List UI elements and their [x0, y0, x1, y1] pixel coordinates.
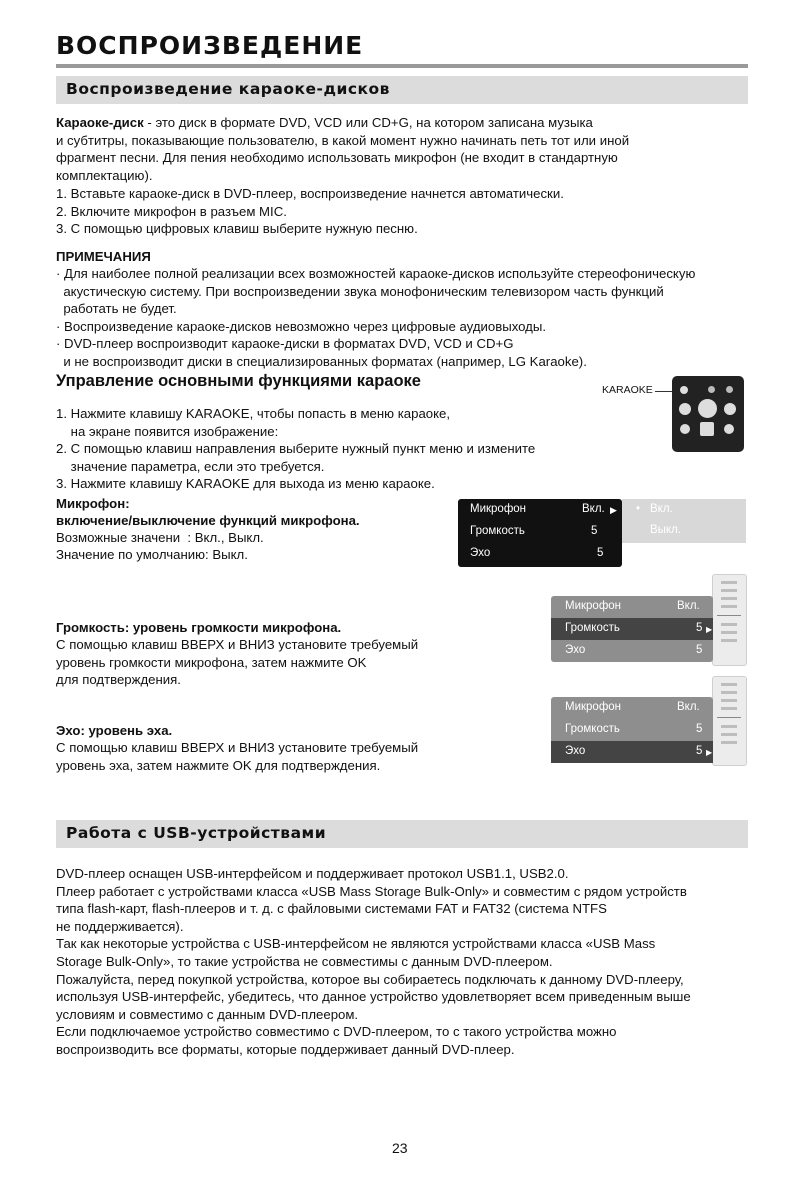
osd-value: Вкл. [582, 503, 605, 515]
osd-row-echo[interactable] [458, 543, 622, 565]
option-off[interactable]: Выкл. [650, 524, 682, 536]
fast-forward-icon [724, 403, 736, 415]
osd-value: 5 [696, 723, 703, 735]
osd-value: 5 [696, 622, 703, 634]
osd-menu-volume [551, 596, 713, 662]
note-line: · DVD-плеер воспроизводит караоке-диски в форматах DVD, VCD и CD+G [56, 336, 514, 352]
osd-value: 5 [591, 525, 598, 537]
osd-menu-echo [551, 697, 713, 763]
arrow-right-icon: ▶ [706, 625, 713, 634]
osd-value: 5 [696, 745, 703, 757]
osd-label: Микрофон [470, 503, 527, 515]
text-line: типа flash-карт, flash-плееров и т. д. с файловыми системами FAT и FAT32 (система NTFS [56, 901, 607, 917]
text-line: уровень громкости микрофона, затем нажмите OK [56, 654, 367, 670]
echo-level-panel [712, 676, 747, 766]
karaoke-osd-menu [458, 499, 622, 567]
prev-icon [680, 424, 690, 434]
text-line: Так как некоторые устройства с USB-интерфейсом не являются устройствами класса «USB Mass [56, 936, 656, 952]
mic-subtitle: включение/выключение функций микрофона. [56, 513, 360, 528]
text-line: Пожалуйста, перед покупкой устройства, которое вы собираетесь подключать к данному DVD-плееру, [56, 971, 684, 987]
osd-row-mic[interactable] [551, 596, 713, 618]
osd-label: Эхо [470, 547, 491, 559]
osd-row-volume[interactable] [458, 521, 622, 543]
text-line: Плеер работает с устройствами класса «USB Mass Storage Bulk-Only» и совместим с рядом устройств [56, 883, 687, 899]
section-title: Воспроизведение караоке-дисков [66, 80, 390, 98]
osd-row-echo[interactable] [551, 741, 713, 763]
title-rule [56, 64, 748, 68]
note-line: · Для наиболее полной реализации всех возможностей караоке-дисков используйте стереофоническую [56, 266, 696, 281]
osd-row-echo[interactable] [551, 640, 713, 662]
osd-value: Вкл. [677, 701, 700, 713]
mic-default: Значение по умолчанию: Выкл. [56, 547, 248, 562]
intro-line: фрагмент песни. Для пения необходимо использовать микрофон (не входит в стандартную [56, 150, 618, 166]
mic-values: Возможные значени : Вкл., Выкл. [56, 530, 264, 545]
next-icon [724, 424, 734, 434]
notes-heading: ПРИМЕЧАНИЯ [56, 249, 151, 264]
step-item: 1. Нажмите клавишу KARAOKE, чтобы попасть в меню караоке, [56, 406, 451, 421]
intro-line: - это диск в формате DVD, VCD или CD+G, на котором записана музыка [143, 115, 593, 130]
osd-row-mic[interactable] [551, 697, 713, 719]
remote-button-icon [726, 386, 733, 393]
volume-text [56, 636, 418, 689]
steps-list [56, 185, 564, 238]
karaoke-control-heading: Управление основными функциями караоке [56, 372, 421, 390]
osd-row-mic[interactable] [458, 499, 622, 521]
arrow-right-icon: ▶ [610, 505, 617, 515]
step-item: 2. Включите микрофон в разъем MIC. [56, 203, 287, 219]
notes-list [56, 265, 695, 371]
text-line: не поддерживается). [56, 918, 184, 934]
osd-label: Эхо [565, 644, 586, 656]
text-line: используя USB-интерфейс, убедитесь, что данное устройство удовлетворяет всем приведенным выше [56, 989, 691, 1005]
karaoke-button-icon [680, 386, 688, 394]
mic-options-submenu [622, 499, 746, 543]
intro-line: комплектацию). [56, 167, 153, 183]
echo-title: Эхо: уровень эха. [56, 723, 173, 738]
osd-label: Громкость [470, 525, 525, 537]
osd-value: Вкл. [677, 600, 700, 612]
osd-label: Микрофон [565, 701, 622, 713]
osd-label: Громкость [565, 622, 620, 634]
intro-term: Караоке-диск [56, 115, 144, 130]
osd-row-volume[interactable] [551, 719, 713, 741]
osd-row-volume[interactable] [551, 618, 713, 640]
text-line: для подтверждения. [56, 672, 181, 688]
osd-label: Микрофон [565, 600, 622, 612]
text-line: Storage Bulk-Only», то такие устройства не совместимы с данным DVD-плеером. [56, 953, 553, 969]
step-item: 1. Вставьте караоке-диск в DVD-плеер, воспроизведение начнется автоматически. [56, 186, 564, 201]
usb-paragraph [56, 865, 691, 1059]
note-line: и не воспроизводит диски в специализированных форматах (например, LG Karaoke). [56, 353, 587, 369]
osd-value: 5 [597, 547, 604, 559]
echo-text [56, 739, 418, 774]
note-line: работать не будет. [56, 301, 177, 317]
step-item: 3. С помощью цифровых клавиш выберите нужную песню. [56, 221, 418, 237]
stop-icon [700, 422, 714, 436]
page-number: 23 [392, 1140, 408, 1156]
rewind-icon [679, 403, 691, 415]
option-on[interactable]: Вкл. [650, 503, 673, 515]
selected-dot-icon: • [636, 503, 641, 515]
play-pause-icon [698, 399, 717, 418]
section-header-karaoke [56, 76, 748, 104]
remote-button-icon [708, 386, 715, 393]
intro-line: и субтитры, показывающие пользователю, в какой момент нужно начинать петь тот или иной [56, 132, 630, 148]
volume-level-panel [712, 574, 747, 666]
remote-control-image [672, 376, 744, 452]
text-line: С помощью клавиш ВВЕРХ и ВНИЗ установите требуемый [56, 637, 419, 652]
text-line: уровень эха, затем нажмите OK для подтверждения. [56, 757, 381, 773]
step-item: 3. Нажмите клавишу KARAOKE для выхода из меню караоке. [56, 476, 435, 492]
text-line: DVD-плеер оснащен USB-интерфейсом и поддерживает протокол USB1.1, USB2.0. [56, 866, 569, 881]
step-item: на экране появится изображение: [56, 423, 279, 439]
text-line: воспроизводить все форматы, которые поддерживает данный DVD-плеер. [56, 1041, 515, 1057]
intro-paragraph [56, 114, 629, 184]
text-line: условиям и совместимо с данным DVD-плеером. [56, 1006, 359, 1022]
text-line: С помощью клавиш ВВЕРХ и ВНИЗ установите требуемый [56, 740, 419, 755]
osd-label: Громкость [565, 723, 620, 735]
text-line: Если подключаемое устройство совместимо с DVD-плеером, то с такого устройства можно [56, 1024, 617, 1040]
osd-label: Эхо [565, 745, 586, 757]
osd-value: 5 [696, 644, 703, 656]
page-title: ВОСПРОИЗВЕДЕНИЕ [56, 31, 364, 60]
arrow-right-icon: ▶ [706, 748, 713, 757]
section-header-usb [56, 820, 748, 848]
remote-karaoke-label: KARAOKE [602, 384, 653, 396]
note-line: акустическую систему. При воспроизведении звука монофоническим телевизором часть функций [56, 283, 664, 299]
mic-title: Микрофон: [56, 496, 130, 511]
section-title: Работа с USB-устройствами [66, 824, 327, 842]
step-item: 2. С помощью клавиш направления выберите нужный пункт меню и измените [56, 441, 536, 457]
note-line: · Воспроизведение караоке-дисков невозможно через цифровые аудиовыходы. [56, 318, 547, 334]
karaoke-steps [56, 405, 535, 493]
step-item: значение параметра, если это требуется. [56, 458, 325, 474]
volume-title: Громкость: уровень громкости микрофона. [56, 620, 342, 635]
